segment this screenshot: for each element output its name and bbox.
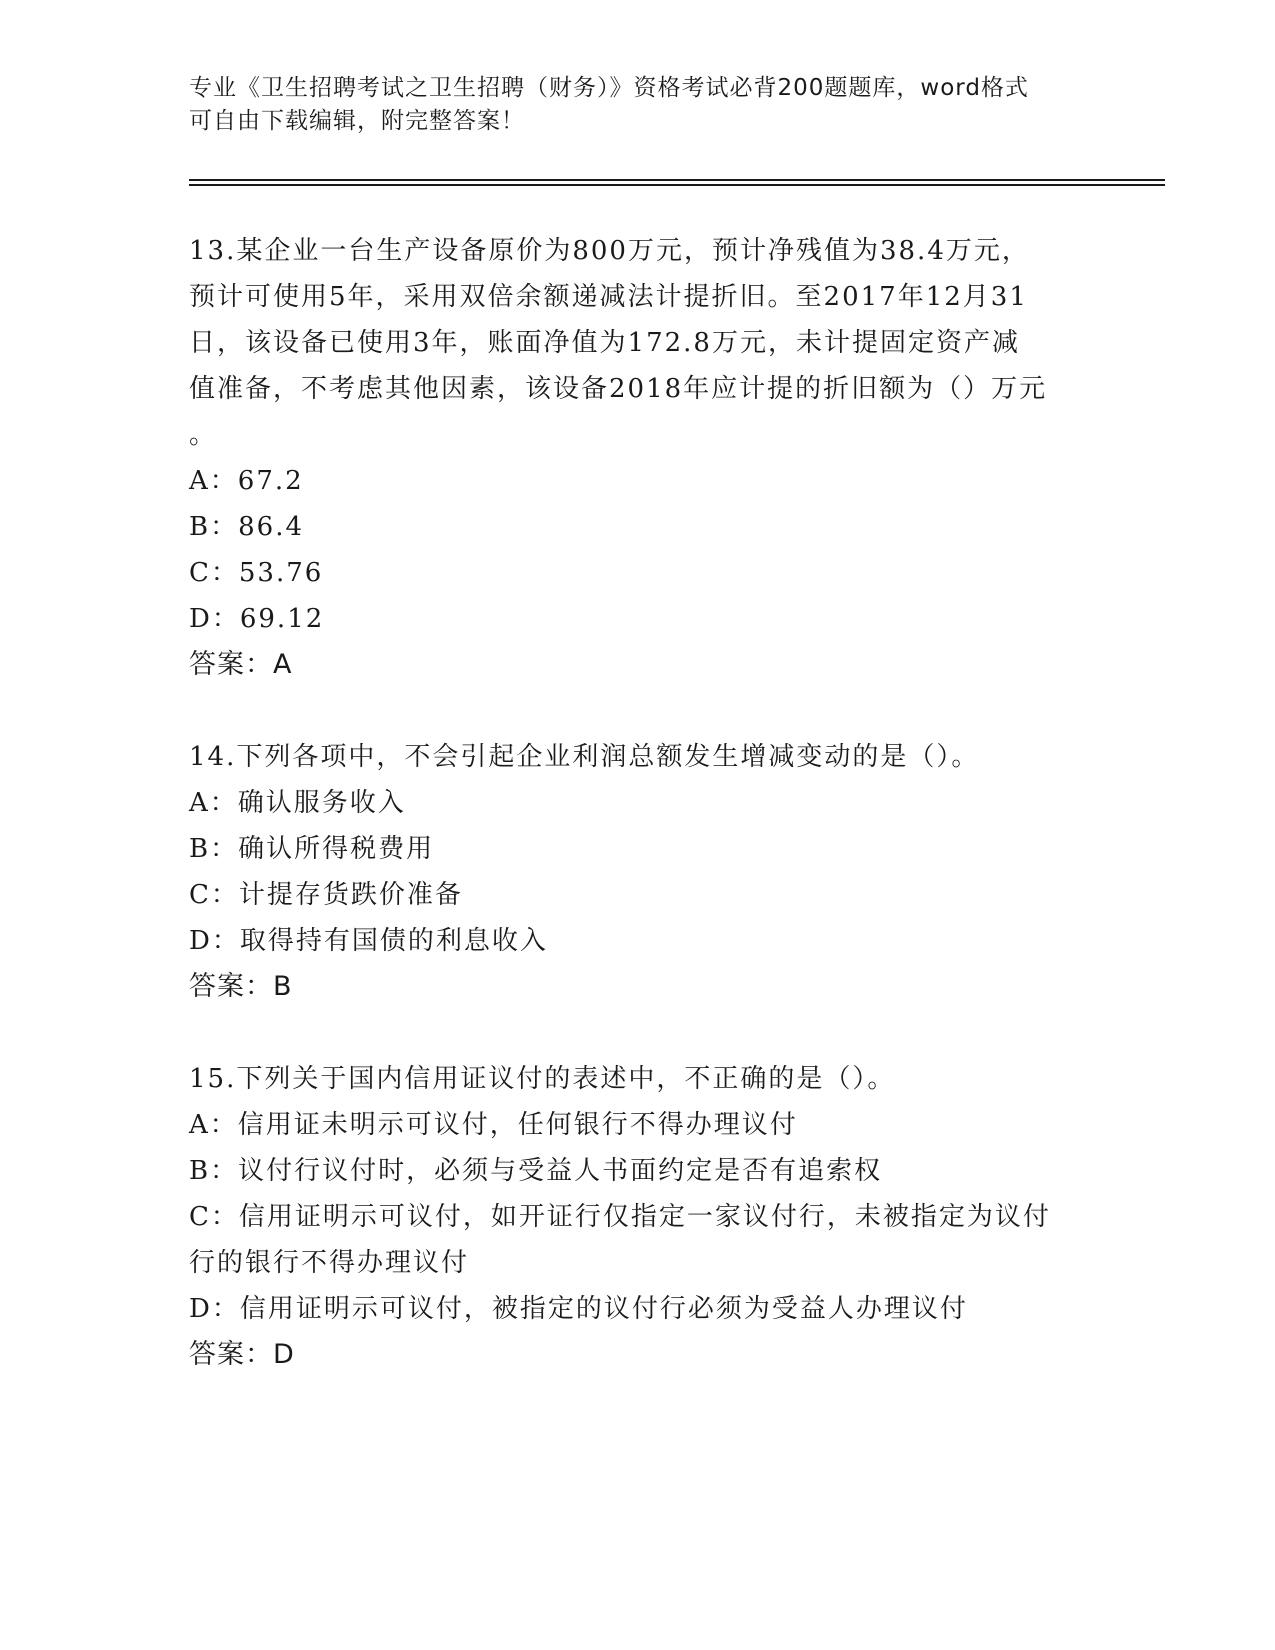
question-stem-line: 值准备，不考虑其他因素，该设备2018年应计提的折旧额为（）万元 xyxy=(189,374,1048,404)
option-a: A：确认服务收入 xyxy=(189,788,406,818)
option-c: C：53.76 xyxy=(189,558,324,588)
option-d: D：69.12 xyxy=(189,604,325,634)
option-a: A：67.2 xyxy=(189,466,304,496)
header-divider xyxy=(189,179,1165,181)
question-stem-line: 预计可使用5年，采用双倍余额递减法计提折旧。至2017年12月31 xyxy=(189,282,1028,312)
question-13 xyxy=(189,228,1089,688)
option-d: D：信用证明示可议付，被指定的议付行必须为受益人办理议付 xyxy=(189,1294,968,1324)
option-d: D：取得持有国债的利息收入 xyxy=(189,926,548,956)
question-stem-line: 。 xyxy=(189,420,218,450)
answer-label: 答案：D xyxy=(189,1339,295,1370)
header-line: 可自由下载编辑，附完整答案！ xyxy=(189,108,525,134)
question-15 xyxy=(189,1056,1089,1378)
option-b: B：确认所得税费用 xyxy=(189,834,435,864)
option-c-continued: 行的银行不得办理议付 xyxy=(189,1248,470,1278)
header-divider xyxy=(189,184,1165,186)
option-c: C：计提存货跌价准备 xyxy=(189,880,463,910)
option-c: C：信用证明示可议付，如开证行仅指定一家议付行，未被指定为议付 xyxy=(189,1202,1051,1232)
document-header xyxy=(189,72,1089,138)
question-stem-line: 日，该设备已使用3年，账面净值为172.8万元，未计提固定资产减 xyxy=(189,328,1020,358)
option-b: B：议付行议付时，必须与受益人书面约定是否有追索权 xyxy=(189,1156,883,1186)
question-list xyxy=(189,228,1089,1378)
question-stem-line: 14.下列各项中，不会引起企业利润总额发生增减变动的是（）。 xyxy=(189,742,980,772)
option-a: A：信用证未明示可议付，任何银行不得办理议付 xyxy=(189,1110,798,1140)
header-line: 专业《卫生招聘考试之卫生招聘（财务）》资格考试必背200题题库，word格式 xyxy=(189,75,1029,101)
answer-label: 答案：B xyxy=(189,971,293,1002)
question-spacer xyxy=(189,1010,1089,1056)
question-14 xyxy=(189,734,1089,1010)
question-stem-line: 13.某企业一台生产设备原价为800万元，预计净残值为38.4万元， xyxy=(189,236,1030,266)
answer-label: 答案：A xyxy=(189,649,293,680)
question-spacer xyxy=(189,688,1089,734)
option-b: B：86.4 xyxy=(189,512,304,542)
question-stem-line: 15.下列关于国内信用证议付的表述中，不正确的是（）。 xyxy=(189,1064,896,1094)
